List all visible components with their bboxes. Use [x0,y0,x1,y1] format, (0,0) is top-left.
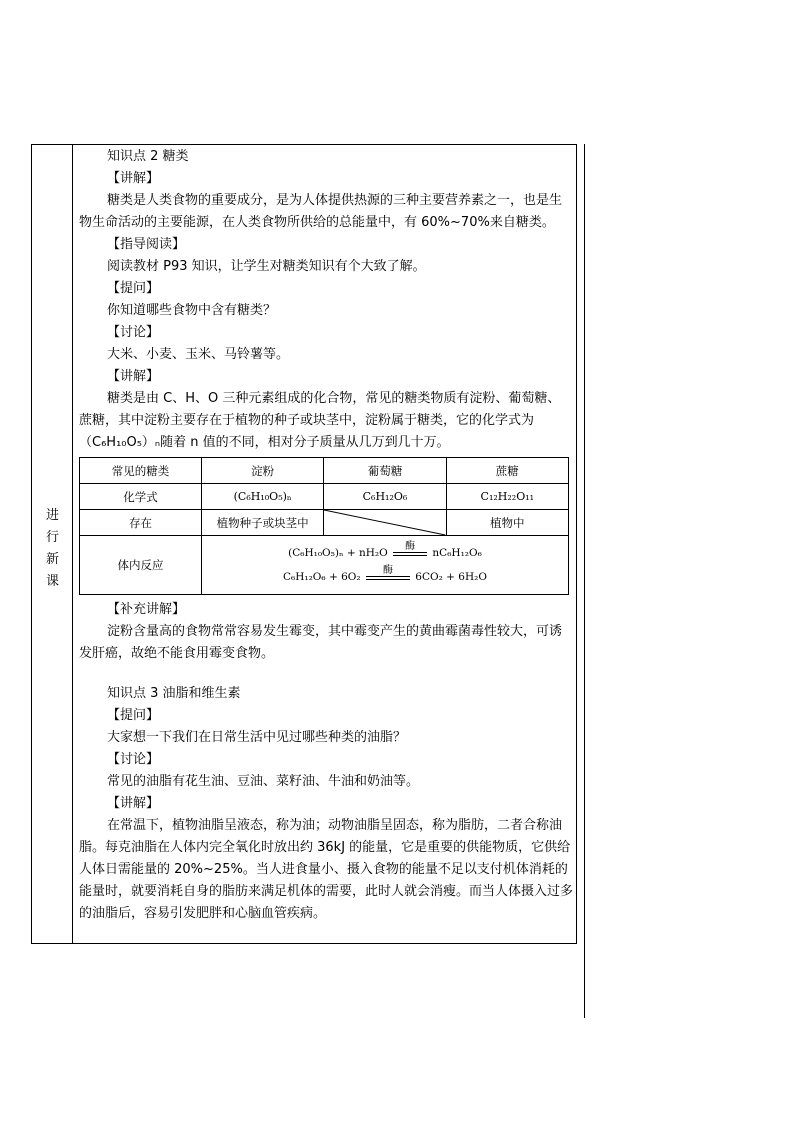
diagonal-line [324,510,445,535]
paragraph: 在常温下，植物油脂呈液态，称为油；动物油脂呈固态，称为脂肪，二者合称油脂。每克油脂在人体内完全氧化时放出约 36kJ 的能量，它是重要的供能物质，它供给人体日需能量的 20%~25%。当人进食量小、摄入食物的能量不足以支付机体消耗的能量时，就要消耗自身的脂肪来满足机体的需要，此时人就会消瘦。而当人体摄入过多的油脂后，容易引发肥胖和心脑血管疾病。 [79,818,574,921]
table-cell: 化学式 [80,484,202,510]
heading-explain: 【讲解】 [107,796,160,811]
paragraph: 你知道哪些食物中含有糖类？ [107,303,277,318]
section3-title: 知识点 3 油脂和维生素 [107,686,241,701]
side-char: 课 [45,574,59,589]
paragraph: 大家想一下我们在日常生活中见过哪些种类的油脂？ [107,730,407,745]
table-header: 葡萄糖 [324,458,446,484]
reaction-cell [201,536,568,595]
heading-question: 【提问】 [107,281,160,296]
reaction-arrow [393,541,427,561]
reaction-1 [202,541,568,561]
table-cell: 存在 [80,510,202,536]
paragraph-text: 糖类是由 C、H、O 三种元素组成的化合物，常见的糖类物质有淀粉、葡萄糖、蔗糖，其中淀粉主要存在于植物的种子或块茎中，淀粉属于糖类，它的化学式为 [79,391,561,428]
table-cell: 体内反应 [80,536,202,595]
heading-explain: 【讲解】 [107,369,160,384]
heading-explain: 【讲解】 [107,171,160,186]
side-char: 进 [45,508,59,523]
catalyst-label: 酶 [405,541,416,552]
right-margin-line [584,144,585,1018]
reactant: C₆H₁₂O₆ + 6O₂ [282,571,361,583]
lesson-content [79,146,573,925]
side-char: 行 [45,530,59,545]
heading-question: 【提问】 [107,708,160,723]
table-header: 蔗糖 [446,458,568,484]
table-cell: 植物种子或块茎中 [201,510,323,536]
paragraph: 淀粉含量高的食物常常容易发生霉变，其中霉变产生的黄曲霉菌毒性较大，可诱发肝癌，故绝不能食用霉变食物。 [79,624,563,661]
table-cell: C₆H₁₂O₆ [324,484,446,510]
product: nC₆H₁₂O₆ [432,547,482,559]
side-char: 新 [45,552,59,567]
paragraph [79,388,573,454]
table-cell: (C₆H₁₀O₅)ₙ [201,484,323,510]
side-column [32,145,73,943]
spacer [79,665,573,683]
product: 6CO₂ + 6H₂O [415,571,487,583]
table-header: 常见的糖类 [80,458,202,484]
starch-formula: （C₆H₁₀O₅）ₙ [79,435,161,450]
paragraph: 大米、小麦、玉米、马铃薯等。 [107,347,290,362]
reaction-2 [202,565,568,585]
section2-title: 知识点 2 糖类 [107,149,189,164]
table-row [80,484,569,510]
paragraph: 常见的油脂有花生油、豆油、菜籽油、牛油和奶油等。 [107,774,420,789]
side-label [32,505,73,593]
table-row [80,510,569,536]
table-row [80,458,569,484]
paragraph: 阅读教材 P93 知识，让学生对糖类知识有个大致了解。 [107,259,426,274]
reaction-arrow [366,565,410,585]
reactant: (C₆H₁₀O₅)ₙ + nH₂O [288,547,388,559]
sugar-table [79,457,569,595]
heading-supplement: 【补充讲解】 [107,602,186,617]
paragraph-text: 随着 n 值的不同，相对分子质量从几万到几十万。 [160,435,450,450]
heading-discussion: 【讨论】 [107,325,160,340]
diagonal-cell [324,510,446,536]
heading-discussion: 【讨论】 [107,752,160,767]
heading-guided-reading: 【指导阅读】 [107,237,186,252]
catalyst-label: 酶 [382,565,393,576]
table-cell: C₁₂H₂₂O₁₁ [446,484,568,510]
table-header: 淀粉 [201,458,323,484]
table-row [80,536,569,595]
table-cell: 植物中 [446,510,568,536]
paragraph: 糖类是人类食物的重要成分，是为人体提供热源的三种主要营养素之一，也是生物生命活动的主要能源，在人类食物所供给的总能量中，有 60%~70%来自糖类。 [79,193,563,230]
